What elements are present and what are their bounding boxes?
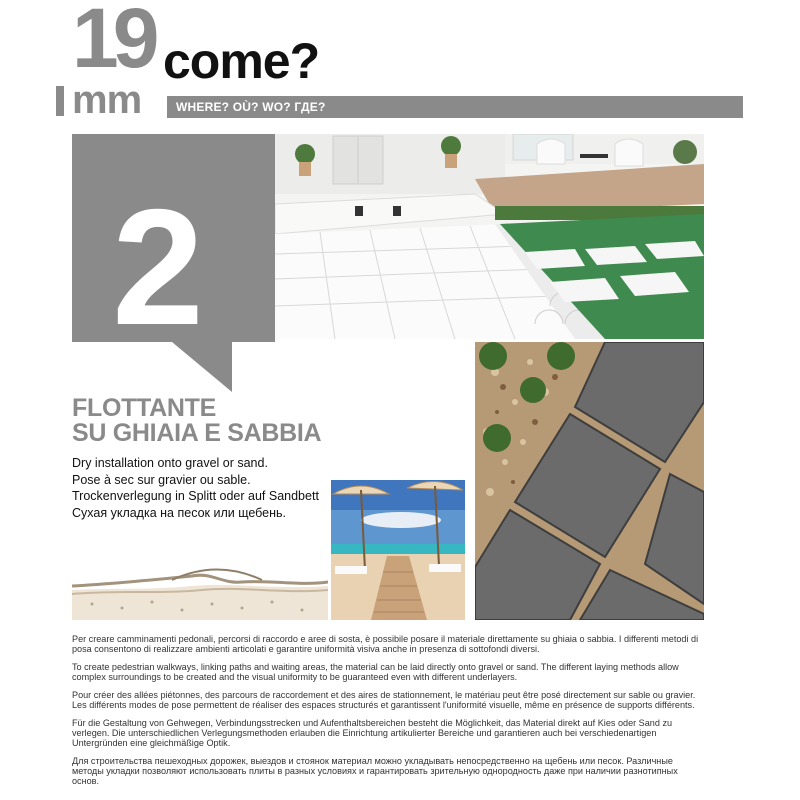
page-subheading: WHERE? OÙ? WO? ГДЕ?: [176, 100, 326, 114]
section-number: 2: [112, 175, 204, 359]
thickness-unit: mm: [72, 78, 142, 122]
paragraph-ru: Для строительства пешеходных дорожек, выездов и стоянок материал можно укладывать непосредственно на щебень или песок. Различные методы укладки позволяют использовать плиты в разных условиях и гарантировать зрительную однородность даже при наличии разнотипных основ.: [72, 755, 678, 787]
page-heading: come?: [163, 33, 320, 89]
paragraph-fr: Pour créer des allées piétonnes, des parcours de raccordement et des aires de stationnement, le matériau peut être posé directement sur sable ou gravier. Les différents modes de pose permettent de réaliser des espaces structurés et garantissent l'uniformité visuelle, même en présence de supports différents.: [72, 689, 696, 711]
unit-accent-bar: [56, 86, 64, 116]
section-number-block: [72, 134, 275, 392]
subtitle-ru: Сухая укладка на песок или щебень.: [72, 505, 287, 520]
section-subtitles: [72, 455, 319, 521]
thickness-number: 19: [72, 0, 154, 85]
section-title-line2: SU GHIAIA E SABBIA: [72, 419, 322, 447]
paragraph-it: Per creare camminamenti pedonali, percorsi di raccordo e aree di sosta, è possibile posare il materiale direttamente su ghiaia o sabbia. I differenti metodi di posa consentono di realizzare ambienti articolati e garantire uniformità visiva anche in presenza di sottofondi diversi.: [72, 634, 699, 655]
section-title: [72, 396, 321, 446]
layer-cross-section-image: [72, 560, 328, 620]
subtitle-fr: Pose à sec sur gravier ou sable.: [72, 472, 251, 487]
subtitle-de: Trockenverlegung in Splitt oder auf Sandbett: [72, 489, 319, 503]
terrace-render-image: [275, 134, 704, 339]
paragraph-de: Für die Gestaltung von Gehwegen, Verbindungsstrecken und Aufenthaltsbereichen besteht die Möglichkeit, das Material direkt auf Kies oder Sand zu verlegen. Die unterschiedlichen Verlegungsmethoden erlauben die Einrichtung artikulierter Bereiche und garantieren auch bei verschiedenartigen Untergründen eine gleichmäßige Optik.: [72, 717, 673, 749]
body-text: [72, 634, 704, 794]
gravel-stone-tiles-image: [475, 342, 704, 620]
subtitle-en: Dry installation onto gravel or sand.: [72, 456, 268, 470]
section-title-line1: FLOTTANTE: [72, 394, 217, 422]
beach-walkway-image: [331, 480, 465, 620]
paragraph-en: To create pedestrian walkways, linking paths and waiting areas, the material can be laid directly onto gravel or sand. The different laying methods allow complex surroundings to be created and the visual uniformity to be guaranteed even with different underlayers.: [72, 661, 679, 683]
